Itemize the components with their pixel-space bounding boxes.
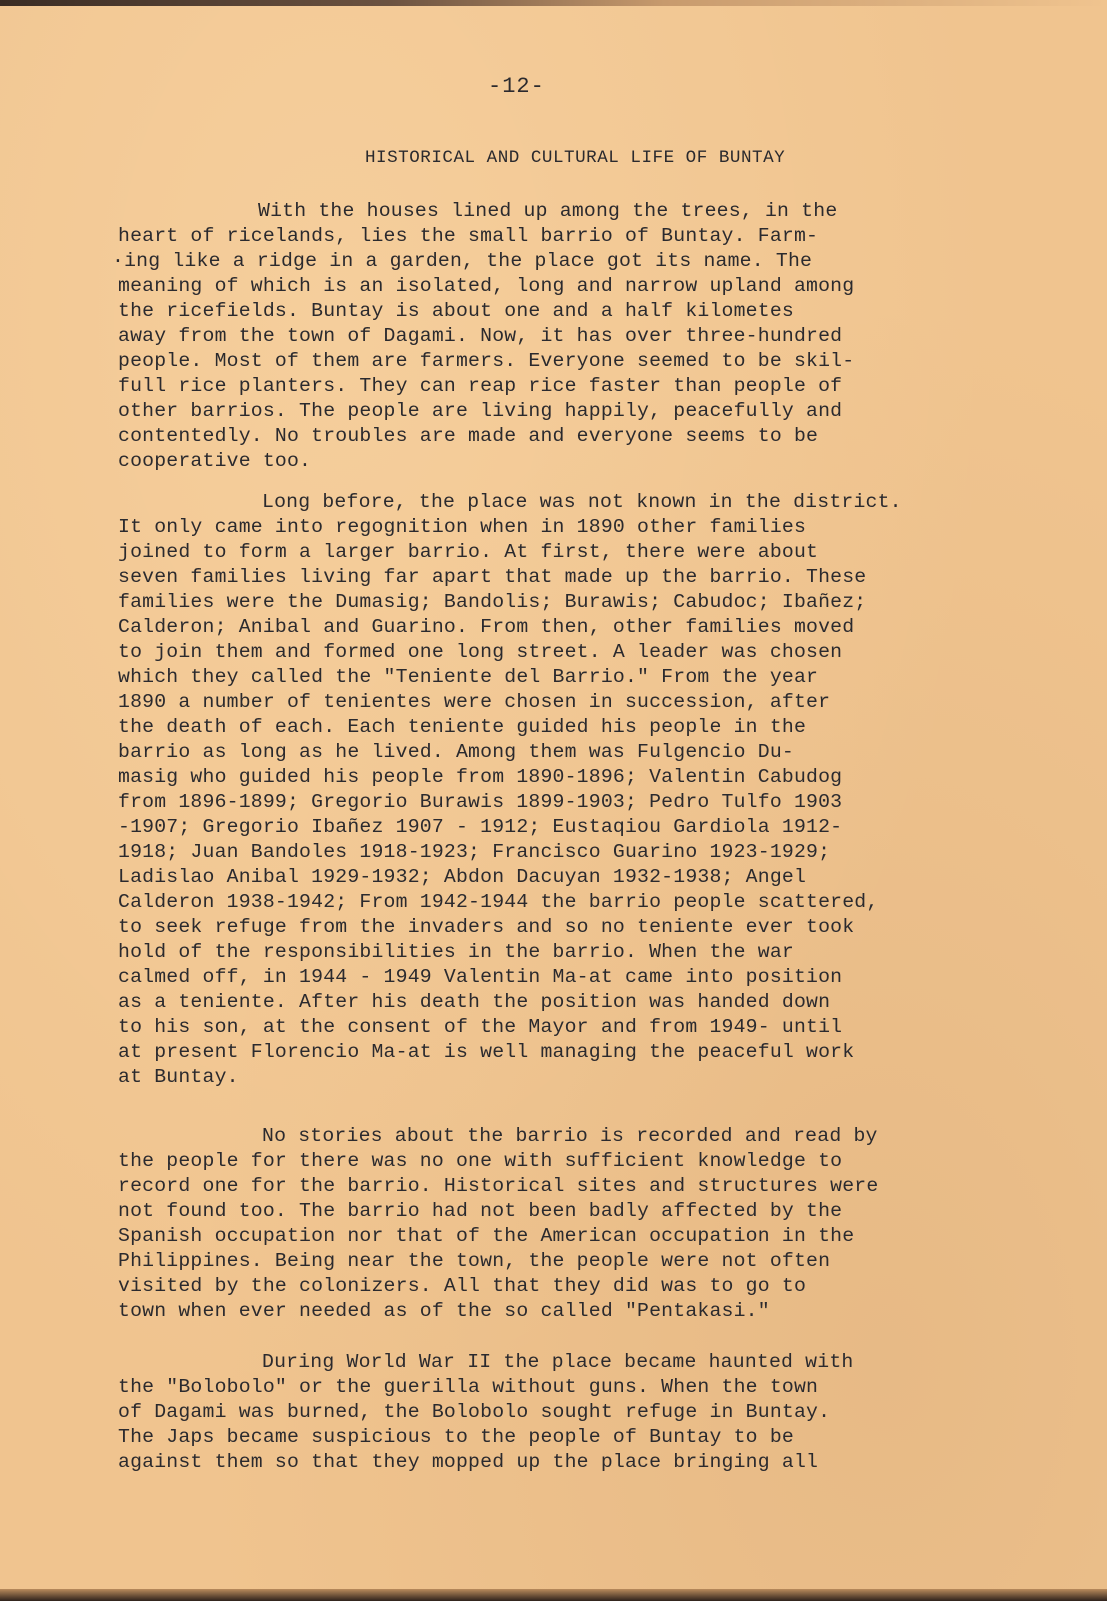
text-line: heart of ricelands, lies the small barrio of Buntay. Farm-: [118, 225, 819, 247]
text-line: barrio as long as he lived. Among them was Fulgencio Du-: [118, 741, 794, 763]
text-line: away from the town of Dagami. Now, it has over three-hundred: [118, 325, 843, 347]
text-line: other barrios. The people are living happily, peacefully and: [118, 400, 843, 422]
text-line: 1890 a number of tenientes were chosen in succession, after: [118, 691, 831, 713]
text-line: to seek refuge from the invaders and so no teniente ever took: [118, 916, 855, 938]
text-line: at present Florencio Ma-at is well managing the peaceful work: [118, 1041, 855, 1063]
text-line: full rice planters. They can reap rice faster than people of: [118, 375, 843, 397]
text-line: record one for the barrio. Historical sites and structures were: [118, 1175, 879, 1197]
text-line: the "Bolobolo" or the guerilla without guns. When the town: [118, 1376, 819, 1398]
document-title: HISTORICAL AND CULTURAL LIFE OF BUNTAY: [365, 148, 786, 168]
text-line: Calderon 1938-1942; From 1942-1944 the barrio people scattered,: [118, 891, 879, 913]
text-line: With the houses lined up among the trees, in the: [258, 200, 838, 222]
text-line: families were the Dumasig; Bandolis; Burawis; Cabudoc; Ibañez;: [118, 591, 867, 613]
text-line: Spanish occupation nor that of the American occupation in the: [118, 1225, 855, 1247]
text-line: as a teniente. After his death the position was handed down: [118, 991, 831, 1013]
text-line: against them so that they mopped up the place bringing all: [118, 1451, 819, 1473]
text-line: cooperative too.: [118, 450, 312, 472]
text-line: seven families living far apart that made up the barrio. These: [118, 566, 867, 588]
text-line: meaning of which is an isolated, long and narrow upland among: [118, 275, 855, 297]
text-line: which they called the "Teniente del Barrio." From the year: [118, 666, 819, 688]
text-line: calmed off, in 1944 - 1949 Valentin Ma-at came into position: [118, 966, 843, 988]
text-line: It only came into regognition when in 1890 other families: [118, 516, 807, 538]
text-line: No stories about the barrio is recorded and read by: [262, 1125, 878, 1147]
text-line: Calderon; Anibal and Guarino. From then, other families moved: [118, 616, 855, 638]
text-line: visited by the colonizers. All that they did was to go to: [118, 1275, 807, 1297]
page-top-shadow: [0, 0, 1107, 6]
text-line: not found too. The barrio had not been badly affected by the: [118, 1200, 843, 1222]
text-line: Philippines. Being near the town, the people were not often: [118, 1250, 831, 1272]
text-line: to his son, at the consent of the Mayor and from 1949- until: [118, 1016, 843, 1038]
text-line: Long before, the place was not known in the district.: [262, 491, 902, 513]
text-line: of Dagami was burned, the Bolobolo sought refuge in Buntay.: [118, 1401, 831, 1423]
text-line: joined to form a larger barrio. At first, there were about: [118, 541, 819, 563]
page-number: -12-: [488, 74, 545, 99]
text-line: masig who guided his people from 1890-1896; Valentin Cabudog: [118, 766, 843, 788]
text-line: hold of the responsibilities in the barrio. When the war: [118, 941, 794, 963]
text-line: 1918; Juan Bandoles 1918-1923; Francisco Guarino 1923-1929;: [118, 841, 831, 863]
text-line: people. Most of them are farmers. Everyone seemed to be skil-: [118, 350, 855, 372]
text-line: the people for there was no one with sufficient knowledge to: [118, 1150, 843, 1172]
text-line: from 1896-1899; Gregorio Burawis 1899-1903; Pedro Tulfo 1903: [118, 791, 843, 813]
text-line: the ricefields. Buntay is about one and a half kilometes: [118, 300, 794, 322]
text-line: -1907; Gregorio Ibañez 1907 - 1912; Eustaqiou Gardiola 1912-: [118, 816, 843, 838]
text-line: During World War II the place became haunted with: [262, 1351, 854, 1373]
text-line: ·ing like a ridge in a garden, the place got its name. The: [112, 250, 813, 272]
page-bottom-shadow: [0, 1589, 1107, 1601]
text-line: Ladislao Anibal 1929-1932; Abdon Dacuyan 1932-1938; Angel: [118, 866, 807, 888]
text-line: contentedly. No troubles are made and everyone seems to be: [118, 425, 819, 447]
text-line: The Japs became suspicious to the people of Buntay to be: [118, 1426, 794, 1448]
text-line: the death of each. Each teniente guided his people in the: [118, 716, 807, 738]
text-line: town when ever needed as of the so called "Pentakasi.": [118, 1300, 770, 1322]
text-line: to join them and formed one long street. A leader was chosen: [118, 641, 843, 663]
text-line: at Buntay.: [118, 1066, 239, 1088]
